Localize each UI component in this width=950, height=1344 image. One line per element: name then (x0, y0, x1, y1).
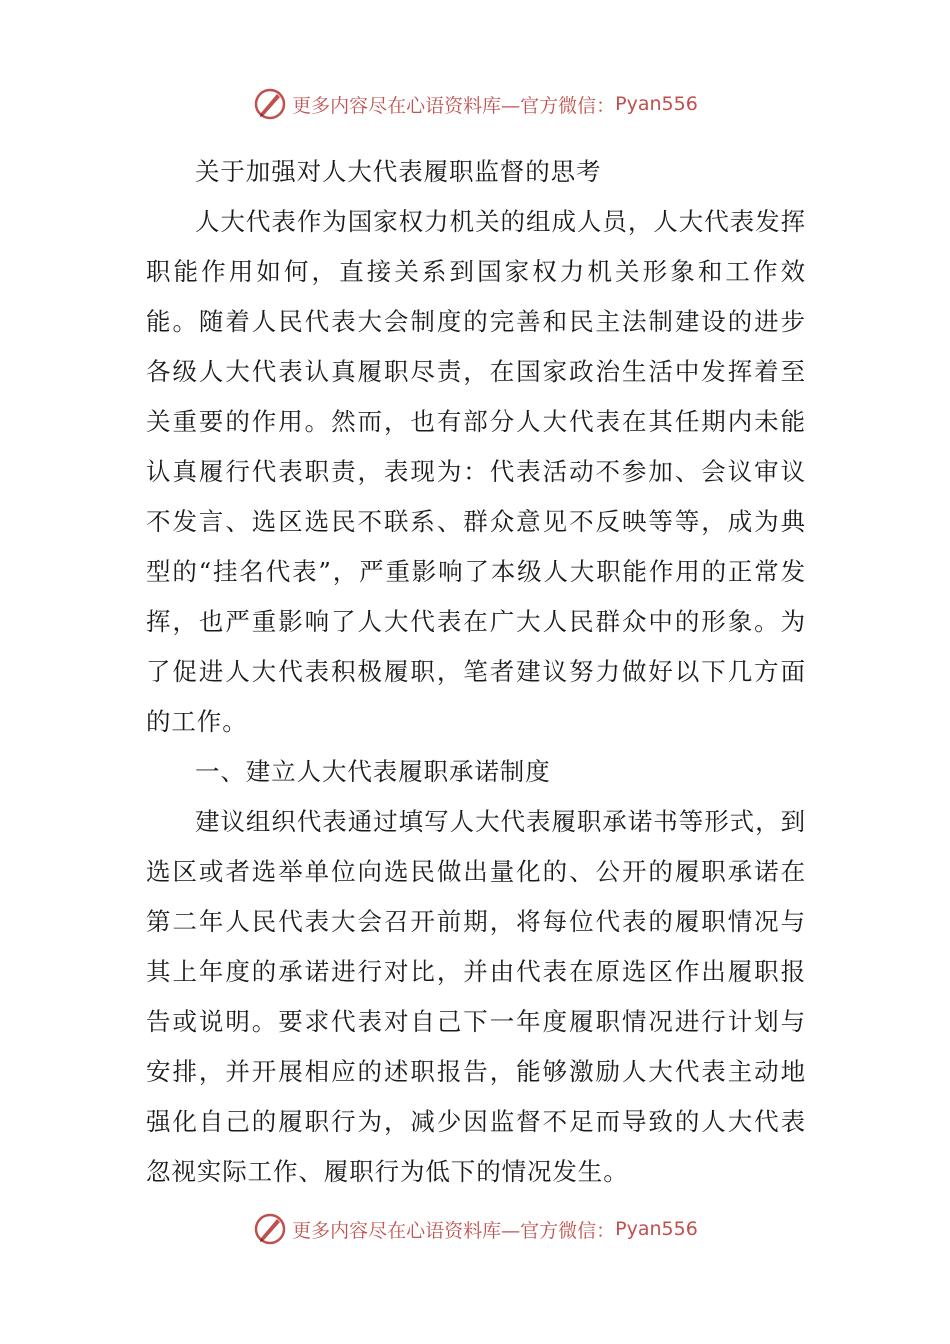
pen-logo-icon (252, 86, 288, 122)
banner-wechat-id: Pyan556 (615, 93, 698, 115)
section-paragraph: 建议组织代表通过填写人大代表履职承诺书等形式，到选区或者选举单位向选民做出量化的、公开的履职承诺在第二年人民代表大会召开前期，将每位代表的履职情况与其上年度的承诺进行对比，并由代表在原选区作出履职报告或说明。要求代表对自己下一年度履职情况进行计划与安排，并开展相应的述职报告，能够激励人大代表主动地强化自己的履职行为，减少因监督不足而导致的人大代表忽视实际工作、履职行为低下的情况发生。 (146, 807, 806, 1186)
banner-text: 更多内容尽在心语资料库—官方微信： (292, 1219, 616, 1242)
document-title: 关于加强对人大代表履职监督的思考 (195, 157, 602, 186)
section-heading: 一、建立人大代表履职承诺制度 (195, 757, 551, 786)
footer-banner (0, 1209, 950, 1249)
banner-text: 更多内容尽在心语资料库—官方微信： (292, 94, 616, 117)
header-banner (0, 84, 950, 124)
document-body (146, 147, 806, 1197)
intro-paragraph: 人大代表作为国家权力机关的组成人员，人大代表发挥职能作用如何，直接关系到国家权力机关形象和工作效能。随着人民代表大会制度的完善和民主法制建设的进步各级人大代表认真履职尽责，在国家政治生活中发挥着至关重要的作用。然而，也有部分人大代表在其任期内未能认真履行代表职责，表现为：代表活动不参加、会议审议不发言、选区选民不联系、群众意见不反映等等，成为典型的“挂名代表”，严重影响了本级人大职能作用的正常发挥，也严重影响了人大代表在广大人民群众中的形象。为了促进人大代表积极履职，笔者建议努力做好以下几方面的工作。 (146, 207, 806, 736)
banner-wechat-id: Pyan556 (615, 1218, 698, 1240)
pen-logo-icon (252, 1211, 288, 1247)
